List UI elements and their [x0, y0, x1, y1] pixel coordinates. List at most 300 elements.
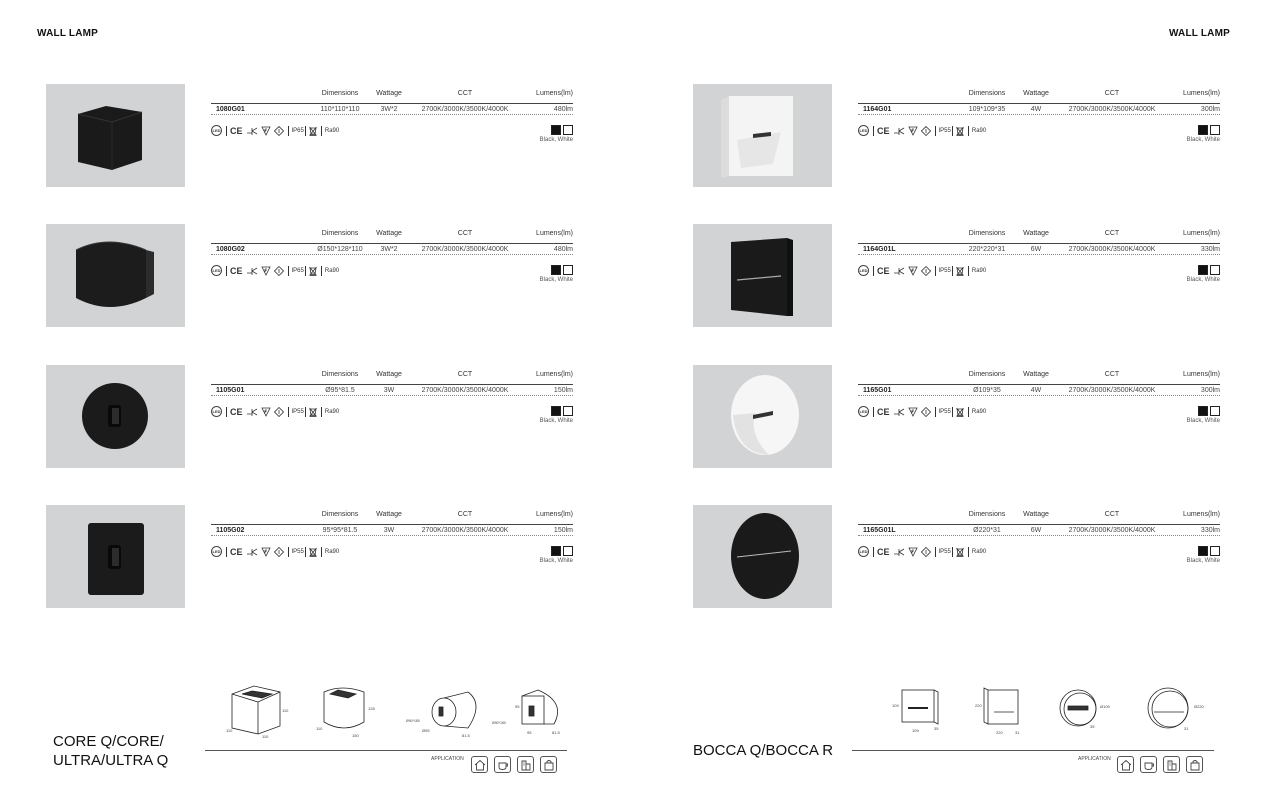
- separator: [321, 266, 322, 276]
- spec-row: [211, 243, 573, 255]
- product-code: 1165G01L: [863, 527, 896, 534]
- separator: [968, 266, 969, 276]
- swatch-white: [563, 546, 573, 556]
- header-cct: CCT: [1104, 90, 1120, 97]
- separator: [873, 407, 874, 417]
- color-options-text: Black, White: [1186, 418, 1220, 424]
- product-lumens: 480lm: [553, 106, 573, 113]
- product-photo: [693, 365, 832, 468]
- header-dimensions: Dimensions: [321, 230, 359, 237]
- product-spec-table: [858, 90, 1220, 143]
- product-cct: 2700K/3000K/3500K/4000K: [421, 387, 509, 394]
- home-icon: [471, 756, 488, 773]
- no-bin-icon: [309, 266, 317, 276]
- drawing-dim: 81.5: [462, 733, 470, 738]
- separator: [226, 266, 227, 276]
- header-dimensions: Dimensions: [968, 371, 1006, 378]
- spec-header: [211, 90, 573, 103]
- swatch-white: [1210, 546, 1220, 556]
- spec-header: [858, 90, 1220, 103]
- class-ii-icon: [893, 407, 905, 417]
- separator: [305, 547, 306, 557]
- product-cct: 2700K/3000K/3500K/4000K: [421, 527, 509, 534]
- cri-rating: Ra90: [324, 548, 340, 555]
- color-options: [1187, 546, 1220, 564]
- shop-icon: [1163, 756, 1180, 773]
- header-lumens: Lumens(lm): [1183, 511, 1220, 518]
- shop-icon: [517, 756, 534, 773]
- certification-row: [858, 406, 986, 417]
- drawing-dim: 110: [282, 708, 289, 713]
- color-swatches: [540, 546, 573, 556]
- separator: [321, 407, 322, 417]
- technical-drawings-right: [890, 682, 1220, 738]
- no-bin-icon: [956, 407, 964, 417]
- product-wattage: 3W: [383, 387, 395, 394]
- separator: [952, 266, 953, 276]
- separator: [968, 126, 969, 136]
- product-wattage: 4W: [1030, 106, 1042, 113]
- swatch-white: [1210, 406, 1220, 416]
- product-code: 1080G02: [216, 246, 245, 253]
- application-label-right: APPLICATION: [1078, 756, 1111, 762]
- product-dimensions: 220*220*31: [968, 246, 1006, 253]
- led-icon: LED: [211, 406, 222, 417]
- header-cct: CCT: [1104, 371, 1120, 378]
- no-bin-icon: [956, 547, 964, 557]
- separator: [288, 547, 289, 557]
- product-cct: 2700K/3000K/3500K/4000K: [1068, 527, 1156, 534]
- drawing-dim: 150: [352, 733, 359, 738]
- no-bin-icon: [956, 126, 964, 136]
- color-swatches: [540, 125, 573, 135]
- series-rule-left: [205, 750, 567, 751]
- diamond-icon: [921, 407, 931, 417]
- color-options-text: Black, White: [539, 277, 573, 283]
- drawing-dim: 110: [262, 734, 269, 739]
- ip-rating: IP55: [938, 548, 951, 555]
- swatch-black: [1198, 125, 1208, 135]
- product-card: [693, 505, 1221, 609]
- cri-rating: Ra90: [971, 127, 987, 134]
- product-wattage: 3W: [383, 527, 395, 534]
- ip-rating: IP65: [291, 127, 304, 134]
- certification-row: [211, 546, 339, 557]
- separator: [873, 266, 874, 276]
- separator: [288, 407, 289, 417]
- section-title-left: WALL LAMP: [37, 28, 99, 39]
- ce-mark-icon: CE: [877, 406, 890, 417]
- color-swatches: [1187, 125, 1220, 135]
- spec-header: [211, 511, 573, 524]
- product-wattage: 4W: [1030, 387, 1042, 394]
- separator: [226, 407, 227, 417]
- product-card: [46, 505, 574, 609]
- ce-mark-icon: CE: [230, 546, 243, 557]
- spec-header: [858, 230, 1220, 243]
- color-options-text: Black, White: [1186, 277, 1220, 283]
- header-cct: CCT: [457, 371, 473, 378]
- drawing-dim: 109: [912, 728, 919, 733]
- led-icon: LED: [211, 125, 222, 136]
- ip-rating: IP55: [938, 127, 951, 134]
- color-swatches: [1187, 546, 1220, 556]
- separator: [321, 547, 322, 557]
- f-mark-icon: [261, 266, 271, 276]
- swatch-black: [551, 546, 561, 556]
- diamond-icon: [921, 266, 931, 276]
- drawing-dim: 31: [1015, 730, 1020, 735]
- product-photo: [693, 84, 832, 187]
- spec-row: [211, 524, 573, 536]
- spec-header: [211, 230, 573, 243]
- header-dimensions: Dimensions: [968, 230, 1006, 237]
- led-icon: LED: [858, 125, 869, 136]
- header-wattage: Wattage: [1023, 90, 1049, 97]
- certification-row: [211, 406, 339, 417]
- product-photo: [46, 84, 185, 187]
- cafe-icon: [494, 756, 511, 773]
- cri-rating: Ra90: [324, 127, 340, 134]
- swatch-black: [551, 265, 561, 275]
- product-code: 1165G01: [863, 387, 892, 394]
- drawing-dim: Ø95: [422, 728, 430, 733]
- drawing-dim: 31: [1184, 726, 1189, 731]
- separator: [968, 407, 969, 417]
- drawing-dim: 35: [1090, 724, 1095, 729]
- spec-row: [858, 243, 1220, 255]
- drawing-dim: 220: [975, 703, 982, 708]
- product-photo: [46, 224, 185, 327]
- no-bin-icon: [309, 547, 317, 557]
- ce-mark-icon: CE: [877, 125, 890, 136]
- swatch-white: [1210, 125, 1220, 135]
- header-wattage: Wattage: [1023, 511, 1049, 518]
- separator: [873, 126, 874, 136]
- application-icons-left: [471, 756, 557, 773]
- separator: [873, 547, 874, 557]
- separator: [935, 266, 936, 276]
- drawing-dim: Ø90*180: [406, 719, 420, 723]
- swatch-white: [563, 406, 573, 416]
- header-cct: CCT: [1104, 511, 1120, 518]
- home-icon: [1117, 756, 1134, 773]
- product-card: [46, 365, 574, 469]
- f-mark-icon: [261, 126, 271, 136]
- spec-header: [211, 371, 573, 384]
- header-cct: CCT: [1104, 230, 1120, 237]
- diamond-icon: [921, 126, 931, 136]
- drawing-dim: 95: [515, 704, 520, 709]
- header-lumens: Lumens(lm): [536, 511, 573, 518]
- product-lumens: 330lm: [1200, 527, 1220, 534]
- separator: [935, 547, 936, 557]
- spec-row: [858, 524, 1220, 536]
- product-code: 1105G01: [216, 387, 245, 394]
- color-options: [1187, 265, 1220, 283]
- cri-rating: Ra90: [324, 408, 340, 415]
- product-lumens: 300lm: [1200, 106, 1220, 113]
- spec-row: [858, 103, 1220, 115]
- f-mark-icon: [908, 266, 918, 276]
- color-options-text: Black, White: [1186, 137, 1220, 143]
- product-code: 1164G01: [863, 106, 892, 113]
- spec-row: [858, 384, 1220, 396]
- drawing-dim: 81.5: [552, 730, 560, 735]
- header-dimensions: Dimensions: [321, 90, 359, 97]
- class-ii-icon: [893, 126, 905, 136]
- application-icons-right: [1117, 756, 1203, 773]
- swatch-black: [1198, 406, 1208, 416]
- series-name-left: [53, 732, 168, 770]
- product-spec-table: [211, 90, 573, 143]
- class-ii-icon: [246, 266, 258, 276]
- led-icon: LED: [858, 265, 869, 276]
- swatch-black: [551, 125, 561, 135]
- f-mark-icon: [908, 407, 918, 417]
- color-swatches: [540, 406, 573, 416]
- product-card: [46, 224, 574, 328]
- product-cct: 2700K/3000K/3500K/4000K: [1068, 387, 1156, 394]
- header-wattage: Wattage: [376, 90, 402, 97]
- drawing-dim: 95: [527, 730, 532, 735]
- product-lumens: 330lm: [1200, 246, 1220, 253]
- no-bin-icon: [309, 407, 317, 417]
- product-spec-table: [211, 230, 573, 283]
- separator: [288, 126, 289, 136]
- spec-row: [211, 384, 573, 396]
- spec-header: [858, 371, 1220, 384]
- color-options-text: Black, White: [539, 137, 573, 143]
- class-ii-icon: [246, 407, 258, 417]
- f-mark-icon: [908, 126, 918, 136]
- product-card: [46, 84, 574, 188]
- certification-row: [211, 125, 339, 136]
- header-lumens: Lumens(lm): [536, 90, 573, 97]
- ip-rating: IP55: [291, 548, 304, 555]
- swatch-white: [563, 125, 573, 135]
- class-ii-icon: [893, 547, 905, 557]
- product-spec-table: [211, 511, 573, 564]
- certification-row: [858, 546, 986, 557]
- certification-row: [211, 265, 339, 276]
- separator: [305, 407, 306, 417]
- separator: [935, 407, 936, 417]
- product-dimensions: Ø95*81.5: [325, 387, 355, 394]
- separator: [952, 547, 953, 557]
- application-label-left: APPLICATION: [431, 756, 464, 762]
- color-swatches: [1187, 265, 1220, 275]
- product-wattage: 3W*2: [380, 246, 398, 253]
- header-lumens: Lumens(lm): [536, 371, 573, 378]
- header-dimensions: Dimensions: [321, 371, 359, 378]
- product-lumens: 480lm: [553, 246, 573, 253]
- separator: [226, 547, 227, 557]
- swatch-black: [1198, 265, 1208, 275]
- bag-icon: [1186, 756, 1203, 773]
- ce-mark-icon: CE: [230, 125, 243, 136]
- swatch-black: [551, 406, 561, 416]
- product-cct: 2700K/3000K/3500K/4000K: [421, 106, 509, 113]
- drawing-dim: Ø220: [1194, 704, 1204, 709]
- product-spec-table: [858, 230, 1220, 283]
- product-dimensions: 109*109*35: [968, 106, 1006, 113]
- header-wattage: Wattage: [1023, 230, 1049, 237]
- header-wattage: Wattage: [376, 371, 402, 378]
- ip-rating: IP65: [291, 267, 304, 274]
- led-icon: LED: [211, 265, 222, 276]
- product-wattage: 3W*2: [380, 106, 398, 113]
- drawing-dim: 110: [316, 726, 323, 731]
- diamond-icon: [274, 547, 284, 557]
- color-options-text: Black, White: [539, 558, 573, 564]
- diamond-icon: [274, 407, 284, 417]
- drawing-dim: Ø109: [1100, 704, 1110, 709]
- product-cct: 2700K/3000K/3500K/4000K: [1068, 106, 1156, 113]
- technical-drawings-left: [222, 682, 572, 744]
- cafe-icon: [1140, 756, 1157, 773]
- product-dimensions: Ø150*128*110: [317, 246, 363, 253]
- drawing-dim: 110: [226, 728, 233, 733]
- section-title-right: WALL LAMP: [1168, 28, 1230, 39]
- swatch-black: [1198, 546, 1208, 556]
- header-wattage: Wattage: [376, 511, 402, 518]
- product-code: 1164G01L: [863, 246, 896, 253]
- color-options-text: Black, White: [1186, 558, 1220, 564]
- header-wattage: Wattage: [1023, 371, 1049, 378]
- series-name-left-line2: ULTRA/ULTRA Q: [53, 752, 169, 769]
- separator: [952, 126, 953, 136]
- ip-rating: IP55: [938, 408, 951, 415]
- product-photo: [46, 365, 185, 468]
- led-icon: LED: [858, 406, 869, 417]
- drawing-dim: 109: [892, 703, 899, 708]
- product-dimensions: Ø220*31: [973, 527, 1001, 534]
- diamond-icon: [921, 547, 931, 557]
- header-dimensions: Dimensions: [321, 511, 359, 518]
- product-lumens: 150lm: [553, 527, 573, 534]
- product-photo: [693, 224, 832, 327]
- product-lumens: 300lm: [1200, 387, 1220, 394]
- header-dimensions: Dimensions: [968, 511, 1006, 518]
- f-mark-icon: [908, 547, 918, 557]
- f-mark-icon: [261, 407, 271, 417]
- separator: [968, 547, 969, 557]
- separator: [226, 126, 227, 136]
- cri-rating: Ra90: [971, 267, 987, 274]
- color-swatches: [1187, 406, 1220, 416]
- product-card: [693, 365, 1221, 469]
- swatch-white: [1210, 265, 1220, 275]
- header-lumens: Lumens(lm): [1183, 230, 1220, 237]
- ce-mark-icon: CE: [877, 265, 890, 276]
- product-card: [693, 224, 1221, 328]
- color-options: [1187, 406, 1220, 424]
- separator: [288, 266, 289, 276]
- separator: [305, 126, 306, 136]
- color-options: [540, 546, 573, 564]
- separator: [935, 126, 936, 136]
- series-name-left-line1: CORE Q/CORE/: [53, 733, 164, 750]
- spec-header: [858, 511, 1220, 524]
- separator: [321, 126, 322, 136]
- cri-rating: Ra90: [971, 408, 987, 415]
- header-cct: CCT: [457, 511, 473, 518]
- product-spec-table: [211, 371, 573, 424]
- product-photo: [693, 505, 832, 608]
- product-dimensions: Ø109*35: [973, 387, 1001, 394]
- separator: [952, 407, 953, 417]
- spec-row: [211, 103, 573, 115]
- diamond-icon: [274, 266, 284, 276]
- color-options: [540, 125, 573, 143]
- product-code: 1080G01: [216, 106, 245, 113]
- color-options: [540, 265, 573, 283]
- cri-rating: Ra90: [324, 267, 340, 274]
- color-options: [1187, 125, 1220, 143]
- ip-rating: IP55: [291, 408, 304, 415]
- series-rule-right: [852, 750, 1214, 751]
- drawing-dim: 35: [934, 726, 939, 731]
- no-bin-icon: [309, 126, 317, 136]
- led-icon: LED: [858, 546, 869, 557]
- product-spec-table: [858, 511, 1220, 564]
- product-cct: 2700K/3000K/3500K/4000K: [1068, 246, 1156, 253]
- class-ii-icon: [246, 547, 258, 557]
- drawing-dim: 128: [368, 706, 375, 711]
- ce-mark-icon: CE: [230, 406, 243, 417]
- header-lumens: Lumens(lm): [1183, 371, 1220, 378]
- separator: [305, 266, 306, 276]
- product-dimensions: 110*110*110: [320, 106, 360, 113]
- product-spec-table: [858, 371, 1220, 424]
- series-name-right: BOCCA Q/BOCCA R: [693, 742, 834, 759]
- product-lumens: 150lm: [553, 387, 573, 394]
- drawing-dim: 220: [996, 730, 1003, 735]
- product-card: [693, 84, 1221, 188]
- color-options-text: Black, White: [539, 418, 573, 424]
- header-cct: CCT: [457, 90, 473, 97]
- product-photo: [46, 505, 185, 608]
- bag-icon: [540, 756, 557, 773]
- ce-mark-icon: CE: [230, 265, 243, 276]
- class-ii-icon: [246, 126, 258, 136]
- header-cct: CCT: [457, 230, 473, 237]
- product-wattage: 6W: [1030, 246, 1042, 253]
- diamond-icon: [274, 126, 284, 136]
- no-bin-icon: [956, 266, 964, 276]
- drawing-dim: Ø90*180: [492, 721, 506, 725]
- product-dimensions: 95*95*81.5: [322, 527, 358, 534]
- certification-row: [858, 265, 986, 276]
- certification-row: [858, 125, 986, 136]
- color-swatches: [540, 265, 573, 275]
- product-code: 1105G02: [216, 527, 245, 534]
- header-lumens: Lumens(lm): [536, 230, 573, 237]
- swatch-white: [563, 265, 573, 275]
- class-ii-icon: [893, 266, 905, 276]
- product-cct: 2700K/3000K/3500K/4000K: [421, 246, 509, 253]
- led-icon: LED: [211, 546, 222, 557]
- f-mark-icon: [261, 547, 271, 557]
- header-dimensions: Dimensions: [968, 90, 1006, 97]
- header-wattage: Wattage: [376, 230, 402, 237]
- product-wattage: 6W: [1030, 527, 1042, 534]
- ce-mark-icon: CE: [877, 546, 890, 557]
- header-lumens: Lumens(lm): [1183, 90, 1220, 97]
- color-options: [540, 406, 573, 424]
- ip-rating: IP55: [938, 267, 951, 274]
